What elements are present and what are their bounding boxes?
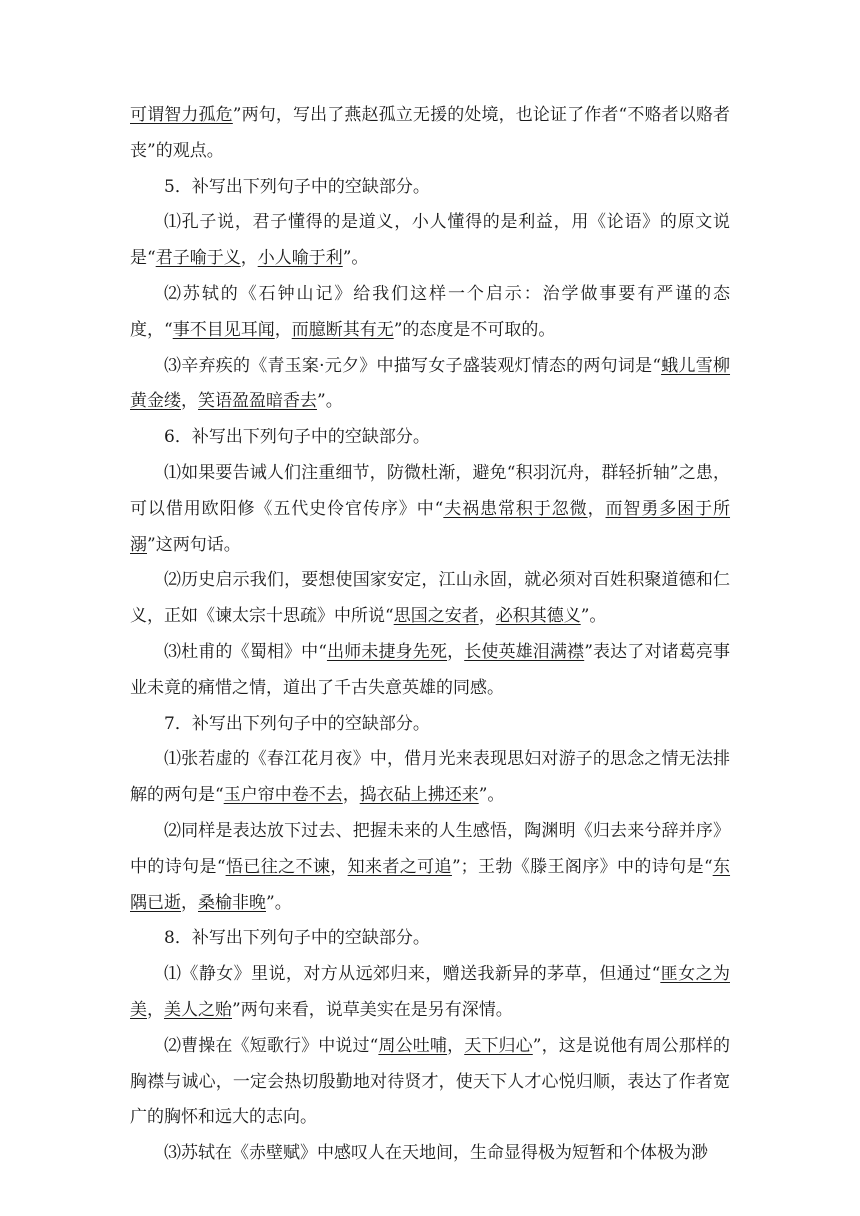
document-body (130, 98, 730, 1172)
paragraph-continuation: 可谓智力孤危”两句，写出了燕赵孤立无援的处境，也论证了作者“不赂者以赂者丧”的观点。 (130, 105, 730, 161)
answer-text: 小人喻于利 (257, 248, 343, 269)
answer-text: 蛾儿雪柳黄金缕 (130, 355, 731, 412)
question-item: ⑶杜甫的《蜀相》中“出师未捷身先死，长使英雄泪满襟”表达了对诸葛亮事业未竟的痛惜之情，道出了千古失意英雄的同感。 (130, 641, 731, 698)
question-heading: 6．补写出下列句子中的空缺部分。 (164, 427, 430, 448)
answer-text: 美人之贻 (164, 999, 232, 1020)
question-item: ⑴如果要告诫人们注重细节，防微杜渐，避免“积羽沉舟，群轻折轴”之患，可以借用欧阳修《五代史伶官传序》中“夫祸患常积于忽微，而智勇多困于所溺”这两句话。 (130, 462, 731, 555)
answer-text: 东隅已逝 (130, 856, 731, 913)
answer-text: 笑语盈盈暗香去 (198, 391, 317, 412)
question-item: ⑵同样是表达放下过去、把握未来的人生感悟，陶渊明《归去来兮辞并序》中的诗句是“悟已往之不谏，知来者之可追”；王勃《滕王阁序》中的诗句是“东隅已逝，桑榆非晚”。 (130, 820, 731, 913)
answer-text: 而臆断其有无 (291, 319, 394, 340)
question-item: ⑵历史启示我们，要想使国家安定，江山永固，就必须对百姓积聚道德和仁义，正如《谏太宗十思疏》中所说“思国之安者，必积其德义”。 (130, 570, 730, 627)
question-item: ⑶辛弃疾的《青玉案·元夕》中描写女子盛装观灯情态的两句词是“蛾儿雪柳黄金缕，笑语盈盈暗香去”。 (130, 355, 731, 412)
answer-text: 君子喻于义 (155, 248, 241, 269)
answer-text: 天下归心 (464, 1035, 533, 1056)
answer-text: 桑榆非晚 (198, 892, 266, 913)
question-item: ⑴张若虚的《春江花月夜》中，借月光来表现思妇对游子的思念之情无法排解的两句是“玉户帘中卷不去，捣衣砧上拂还来”。 (130, 749, 730, 806)
answer-text: 知来者之可追 (347, 856, 452, 877)
question-heading: 5．补写出下列句子中的空缺部分。 (164, 176, 430, 197)
answer-text: 出师未捷身先死 (326, 641, 448, 662)
question-item: ⑴孔子说，君子懂得的是道义，小人懂得的是利益，用《论语》的原文说是“君子喻于义，小人喻于利”。 (130, 212, 730, 269)
question-item: ⑵曹操在《短歌行》中说过“周公吐哺，天下归心”，这是说他有周公那样的胸襟与诚心，一定会热切殷勤地对待贤才，使天下人才心悦归顺，表达了作者宽广的胸怀和远大的志向。 (130, 1035, 731, 1128)
question-item: ⑵苏轼的《石钟山记》给我们这样一个启示：治学做事要有严谨的态度，“事不目见耳闻，而臆断其有无”的态度是不可取的。 (130, 283, 730, 340)
answer-text: 必积其德义 (495, 606, 581, 627)
answer-text: 思国之安者 (393, 606, 479, 627)
answer-text: 匪女之为美 (130, 964, 730, 1020)
answer-text: 悟已往之不谏 (225, 856, 331, 877)
answer-text: 夫祸患常积于忽微 (443, 498, 588, 519)
answer-text: 周公吐哺 (378, 1035, 448, 1056)
answer-text: 事不目见耳闻 (172, 319, 275, 340)
question-heading: 7．补写出下列句子中的空缺部分。 (164, 713, 430, 734)
question-item: ⑶苏轼在《赤壁赋》中感叹人在天地间，生命显得极为短暂和个体极为渺 (164, 1143, 708, 1164)
answer-text: 玉户帘中卷不去 (223, 785, 343, 806)
answer-text: 长使英雄泪满襟 (464, 641, 585, 662)
answer-text: 可谓智力孤危 (130, 105, 233, 125)
answer-text: 而智勇多困于所溺 (130, 498, 731, 555)
question-heading: 8．补写出下列句子中的空缺部分。 (164, 928, 430, 949)
question-item: ⑴《静女》里说，对方从远郊归来，赠送我新异的茅草，但通过“匪女之为美，美人之贻”两句来看，说草美实在是另有深情。 (130, 964, 730, 1020)
answer-text: 捣衣砧上拂还来 (359, 785, 479, 806)
